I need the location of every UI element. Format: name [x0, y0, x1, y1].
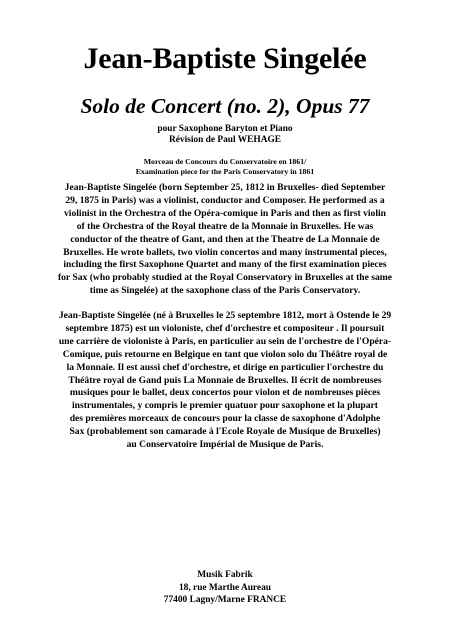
contest-note	[0, 157, 450, 177]
bio-en-line: Jean-Baptiste Singelée (born September 25, 1812 in Bruxelles- died September	[64, 182, 386, 193]
bio-fr-line: la Monnaie. Il est aussi chef d'orchestre, et dirige en particulier l'orchestre du	[66, 361, 384, 373]
instrumentation-line: pour Saxophone Baryton et Piano	[157, 124, 293, 134]
bio-fr-line: au Conservatoire Impérial de Musique de Paris.	[126, 439, 324, 451]
bio-en-line: of the Orchestra of the Royal theatre de la Monnaie in Bruxelles. He was	[76, 220, 374, 232]
bio-fr-line: Sax (probablement son camarade à l'Ecole Royale de Musique de Bruxelles)	[69, 426, 381, 438]
bio-fr-line: Comique, puis retourne en Belgique en tant que violon solo du Théâtre royal de	[62, 348, 388, 360]
publisher-name: Musik Fabrik	[197, 570, 253, 580]
bio-en-line: conductor of the theatre of Gant, and then at the Theatre de La Monnaie de	[70, 233, 380, 245]
publisher-city: 77400 Lagny/Marne FRANCE	[163, 595, 287, 605]
composer-title: Jean-Baptiste Singelée	[83, 42, 367, 75]
work-title: Solo de Concert (no. 2), Opus 77	[80, 94, 370, 118]
bio-fr-line: Théâtre royal de Gand puis La Monnaie de Bruxelles. Il écrit de nombreuses	[68, 374, 382, 386]
bio-fr-line: septembre 1875) est un violoniste, chef d'orchestre et compositeur . Il poursuit	[65, 322, 385, 334]
revision-line: Révision de Paul WEHAGE	[168, 135, 282, 145]
bio-en-line: Bruxelles. He wrote ballets, two violin concertos and many instrumental pieces,	[63, 246, 387, 258]
publisher-street: 18, rue Marthe Aureau	[178, 582, 271, 593]
biography-english	[30, 182, 420, 298]
bio-en-line: including the first Saxophone Quartet and many of the first examination pieces	[63, 259, 387, 271]
bio-fr-line: des premières morceaux de concours pour la classe de saxophone d'Adolphe	[69, 413, 381, 425]
bio-en-line: for Sax (who probably studied at the Royal Conservatory in Bruxelles at the same	[57, 272, 393, 284]
bio-en-line: violinist in the Orchestra of the Opéra-comique in Paris and then as first violin	[63, 207, 386, 219]
bio-fr-line: instrumentales, y compris le premier quatuor pour saxophone et la plupart	[71, 400, 379, 412]
instrumentation-block	[0, 124, 450, 146]
bio-fr-line: Jean-Baptiste Singelée (né à Bruxelles le 25 septembre 1812, mort à Ostende le 29	[58, 310, 392, 321]
publisher-address	[0, 569, 450, 607]
biography-french	[30, 310, 420, 452]
contest-note-en: Examination piece for the Paris Conservatory in 1861	[135, 167, 315, 176]
bio-en-line: 29, 1875 in Paris) was a violinist, conductor and Composer. He performed as a	[65, 194, 385, 206]
contest-note-fr: Morceau de Concours du Conservatoire en 1861/	[143, 157, 307, 166]
bio-fr-line: une carrière de violoniste à Paris, en particulier au sein de l'orchestre de l'Opéra-	[58, 335, 392, 347]
bio-fr-line: musiques pour le ballet, deux concertos pour violon et de nombreuses pièces	[69, 387, 381, 399]
bio-en-line: time as Singelée) at the saxophone class of the Paris Conservatory.	[89, 285, 361, 297]
